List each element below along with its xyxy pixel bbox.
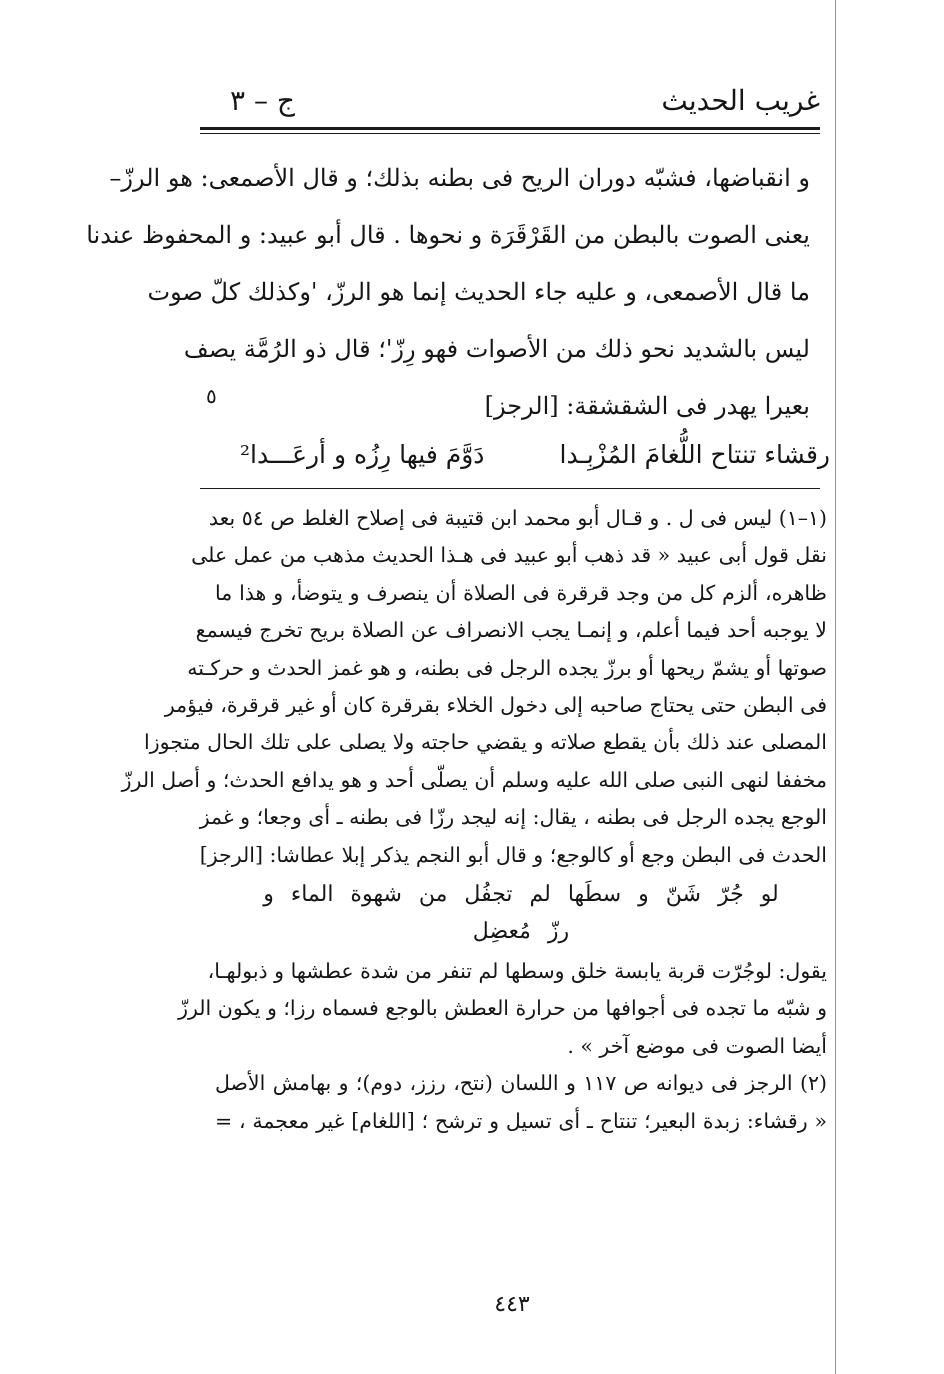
running-header [200, 80, 820, 124]
line-number-marker: ٥ [206, 384, 217, 408]
main-text [86, 150, 810, 435]
main-text-line: و انقباضها، فشبّه دوران الريح فى بطنه بذلك؛ و قال الأصمعى: هو الرزّ– [109, 164, 810, 192]
scan-crease-line [835, 0, 836, 1374]
footnote-line: نقل قول أبى عبيد « قد ذهب أبو عبيد فى هـذا الحديث مذهب من عمل على [191, 543, 827, 568]
footnote-line: صوتها أو يشمّ ريحها أو برزّ يجده الرجل فى بطنه، و هو غمز الحدث و حركـته [187, 655, 827, 680]
poem-second-hemistich: دَوَّمَ فيها رِزُه و أرعَـــدا² [240, 440, 485, 469]
footnote-line: ظاهره، ألزم كل من وجد قرقرة فى الصلاة أن ينصرف و يتوضأ، و هذا ما [215, 580, 827, 605]
footnote-line: و شبّه ما تجده فى أجوافها من حرارة العطش بالوجع فسماه رزا؛ و يكون الرزّ [178, 996, 827, 1021]
footnote-separator [200, 488, 820, 489]
main-text-line: يعنى الصوت بالبطن من القَرْقَرَة و نحوها . قال أبو عبيد: و المحفوظ عندنا [86, 221, 810, 249]
volume-label: ج – ٣ [230, 84, 295, 117]
header-rule-thin [200, 133, 820, 134]
footnote-line: الحدث فى البطن وجع أو كالوجع؛ و قال أبو النجم يذكر إبلا عطاشا: [الرجز] [199, 842, 827, 867]
main-text-line: ليس بالشديد نحو ذلك من الأصوات فهو رِزّ'؛ قال ذو الرُمَّة يصف [183, 335, 810, 363]
footnote-line: لا يوجبه أحد فيما أعلم، و إنمـا يجب الانصراف عن الصلاة بريح تخرج فيسمع [195, 618, 827, 643]
page-number: ٤٤٣ [494, 1292, 530, 1317]
footnote-2-line: « رقشاء: زبدة البعير؛ تنتاح ـ أى تسيل و ترشح ؛ [اللغام] غير معجمة ، = [215, 1108, 827, 1133]
footnote-line: يقول: لوجُرّت قربة يابسة خلق وسطها لم تنفر من شدة عطشها و ذبولهـا، [207, 958, 827, 983]
footnote-verse: لو جُرّ شَنّ و سطَها لم تجفُل من شهوة الماء و رزّ مُعضِل [263, 882, 779, 945]
main-text-line: بعيرا يهدر فى الشقشقة: [الرجز] [484, 392, 810, 420]
book-title: غريب الحديث [661, 84, 820, 117]
footnote-line: مخففا لنهى النبى صلى الله عليه وسلم أن يصلّى أحد و هو يدافع الحدث؛ و أصل الرزّ [121, 767, 827, 792]
footnote-2-line: (٢) الرجز فى ديوانه ص ١١٧ و اللسان (نتح، رزز، دوم)؛ و بهامش الأصل [215, 1071, 827, 1096]
footnote-line: أيضا الصوت فى موضع آخر » . [567, 1033, 827, 1058]
poem-first-hemistich: رقشاء تنتاح اللُّغامَ المُزْبِـدا [559, 440, 830, 469]
main-text-line: ما قال الأصمعى، و عليه جاء الحديث إنما هو الرزّ، 'وكذلك كلّ صوت [147, 278, 810, 306]
footnote-line: الوجع يجده الرجل فى بطنه ، يقال: إنه ليجد رزّا فى بطنه ـ أى وجعا؛ و غمز [199, 805, 827, 830]
footnote-line: (١–١) ليس فى ل . و قـال أبو محمد ابن قتيبة فى إصلاح الغلط ص ٥٤ بعد [208, 506, 827, 530]
footnote-line: المصلى عند ذلك بأن يقطع صلاته و يقضي حاجته ولا يصلى على تلك الحال متجوزا [144, 730, 827, 755]
header-rule-thick [200, 127, 820, 130]
poem-verse [240, 440, 830, 469]
footnote-line: فى البطن حتى يحتاج صاحبه إلى دخول الخلاء بقرقرة كان أو غير قرقرة، فيؤمر [164, 693, 827, 718]
footnotes [121, 500, 827, 1140]
